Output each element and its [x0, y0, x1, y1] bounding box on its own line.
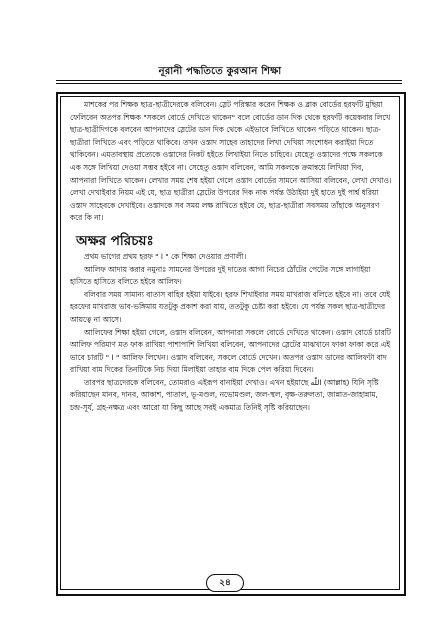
header-rule-bottom [56, 83, 402, 84]
body-text [70, 99, 392, 415]
paragraph: মাশকের পর শিক্ষক ছাত্র-ছাত্রীদেরকে বলিবেন। স্লেট পরিস্কার করেন শিক্ষক ও ব্লাক বোর্ডের হরফটি মুছিয়া ফেলিবেন অতপর শিক্ষক "সকলে বোর্ডে দেখিতে থাকেন" বলে বোর্ডের ডান দিক থেকে হরফটি কয়েকবার লিখে ছাত্র-ছাত্রীদিগকে বলবেন আপনাদের স্লেটের ডান দিক থেকে এইভাবে লিখিতে থাকেন পড়িতে থাকেন। ছাত্র-ছাত্রীরা লিখিতে এবং পড়িতে থাকিবে। তখন ওস্তাদ সাহেব তাহাদের লিখা দেখিয়া সংশোধন করাইয়া দিতে থাকিবেন। এমতাবস্থায় প্রত্যেকে ওস্তাদের নিকট হইতে লিখাইয়া নিতে চাহিবে। যেহেতু ওস্তাদের পক্ষে সকলকে এক সঙ্গে লিখিয়া দেওয়া সম্ভব হইবে না। সেহেতু ওস্তাদ বলিবেন, আমি সকলকে ক্রমান্বয়ে লিখিয়া দিব, আপনারা লিখিতে থাকেন। লেখার সময় শেষ হইয়া গেলে ওস্তাদ বোর্ডের সামনে আসিয়া বলিবেন, লেখা দেখাও। লেখা দেখাইবার নিয়ম এই যে, ছাত্র ছাত্রীরা স্লেটের উপরের দিক নাক পর্যন্ত উঠাইয়া দুই হাতে দুই পার্শ্ব ধরিয়া ওস্তাদ সাহেবকে দেখাইবে। ওস্তাদকে সব সময় লক্ষ রাখিতে হইবে যে, ছাত্র-ছাত্রীরা সবসময় তাঁহাকে অনুসরণ করে কি না। [70, 100, 392, 223]
section-heading: অক্ষর পরিচয়ঃ [76, 232, 154, 249]
header-rule-top [56, 80, 402, 81]
paragraph: আলিফ আদায় করার নমুনাঃ সামনের উপরের দুই দাতের আগা নিচের ঠোঁটের পেটের সঙ্গে লাগাইয়া হাসিতে হাসিতে বলিতে হইবে আলিফ। [70, 264, 371, 287]
running-header: নূরানী পদ্ধতিতে কুরআন শিক্ষা [158, 66, 282, 77]
page-number: ২৪ [206, 574, 244, 592]
paragraph: প্রথম ভাগের প্রথম হরফ " ا " কে শিক্ষা দেওয়ার প্রণালী। [84, 251, 247, 261]
paragraph: তারপর ছাত্রদেরকে বলিবেন, তোমরাও এইরূপ বানাইয়া দেখাও। এখন হইয়াছে اللّٰه (আল্লাহ) যিনি সৃষ্টি করিয়াছেন মানব, দানব, আকাশ, পাতাল, ভূ-মণ্ডল, নভোমণ্ডল, জল-স্থল, বৃক্ষ-তরুলতা, জান্নাত-জাহান্নাম, চন্দ্র-সূর্য, গ্রহ-নক্ষত্র এবং আরো যা কিছু আছে সবই একমাত্র তিনিই সৃষ্টি করিয়াছেন। [70, 377, 379, 413]
paragraph: আলিফের শিক্ষা হইয়া গেলে, ওস্তাদ বলিবেন, আপনারা সকলে বোর্ডে দেখিতে থাকেন। ওস্তাদ বোর্ডে চারটি আলিফ পরিমাণ মত ফাক রাখিয়া পাশাপাশি লিখিয়া বলিবেন, আপনাদের স্লেটের মাঝখানে ফাকা ফাকা করে এই ভাবে চারটি " ا " আলিফ লিখেন। ওস্তাদ বলিবেন, সকলে বোর্ডে দেখেন। অতপর ওস্তাদ ডানের আলিফটা বাদ রাখিয়া বাম দিকের তিনটিকে নিচ দিয়া মিলাইয়া তাহার বাম দিকে পেল করিয়া দিবেন। [70, 327, 391, 375]
paragraph: বলিবার সময় সামান্য বাতাস বাহির হইয়া যাইবে। হরফ শিখাইবার সময় মাখরাজ বলিতে হইবে না। তবে যেই হরফের মাখরাজ ভাব-ভঙ্গিমায় যতটুকু প্রকাশ করা যায়, ততটুকু চেষ্টা করা হইবে। যে পর্যন্ত সকল ছাত্র-ছাত্রীদের আয়ত্বে না আসে। [70, 289, 391, 324]
